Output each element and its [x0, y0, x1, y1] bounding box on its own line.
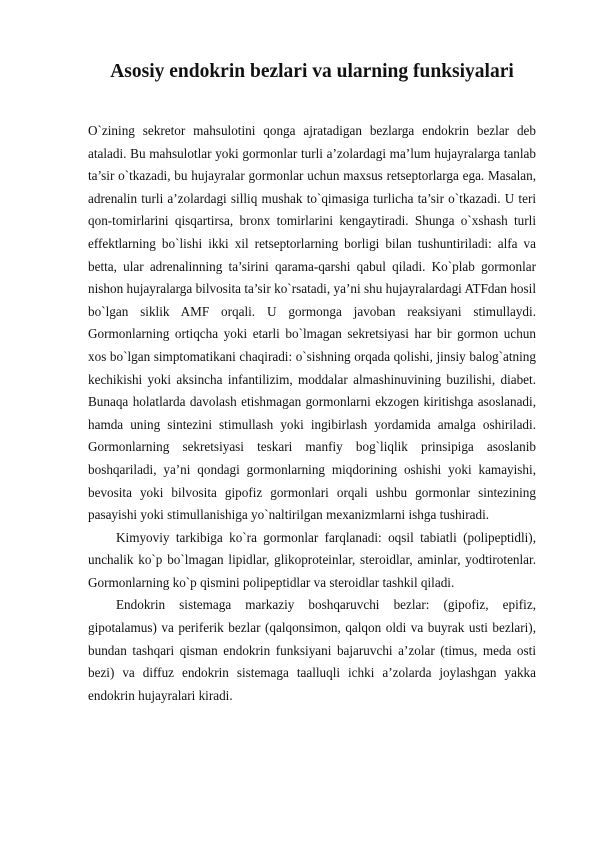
paragraph-2: Kimyoviy tarkibiga ko`ra gormonlar farqlanadi: oqsil tabiatli (polipeptidli), unchalik ko`p bo`lmagan lipidlar, glikoproteinlar, steroidlar, aminlar, yodtirotenlar. Gormonlarning ko`p qismini polipeptidlar va steroidlar tashkil qiladi.: [88, 529, 536, 590]
paragraph-1: O`zining sekretor mahsulotini qonga ajratadigan bezlarga endokrin bezlar deb ataladi. Bu mahsulotlar yoki gormonlar turli a’zolardagi ma’lum hujayralarga tanlab ta’sir o`tkazadi, bu hujayralar gormonlar uchun maxsus retseptorlarga ega. Masalan, adrenalin turli a’zolardagi silliq mushak to`qimasiga turlicha ta’sir o`tkazadi. U teri qon-tomirlarini qisqartirsa, bronx tomirlarini kengaytiradi. Shunga o`xshash turli effektlarning bo`lishi ikki xil retseptorlarning borligi bilan tushuntiriladi: alfa va betta, ular adrenalinning ta’sirini qarama-qarshi qabul qiladi. Ko`plab gormonlar nishon hujayralarga bilvosita ta’sir ko`rsatadi, ya’ni shu hujayralardagi ATFdan hosil bo`lgan siklik AMF orqali. U gormonga javoban reaksiyani stimullaydi. Gormonlarning ortiqcha yoki etarli bo`lmagan sekretsiyasi har bir gormon uchun xos bo`lgan simptomatikani chaqiradi: o`sishning orqada qolishi, jinsiy balog`atning kechikishi yoki aksincha infantilizim, moddalar almashinuvining buzilishi, diabet. Bunaqa holatlarda davolash etishmagan gormonlarni ekzogen kiritishga asoslanadi, hamda uning sintezini stimullash yoki ingibirlash yordamida amalga oshiriladi. Gormonlarning sekretsiyasi teskari manfiy bog`liqlik prinsipiga asoslanib boshqariladi, ya’ni qondagi gormonlarning miqdorining oshishi yoki kamayishi, bevosita yoki bilvosita gipofiz gormonlari orqali ushbu gormonlar sintezining pasayishi yoki stimullanishiga yo`naltirilgan mexanizmlarni ishga tushiradi.: [88, 123, 536, 523]
document-title: Asosiy endokrin bezlari va ularning funksiyalari: [110, 61, 514, 82]
paragraph-3: Endokrin sistemaga markaziy boshqaruvchi bezlar: (gipofiz, epifiz, gipotalamus) va periferik bezlar (qalqonsimon, qalqon oldi va buyrak usti bezlari), bundan tashqari qisman endokrin funksiyani bajaruvchi a’zolar (timus, meda osti bezi) va diffuz endokrin sistemaga taalluqli ichki a’zolarda joylashgan yakka endokrin hujayralari kiradi.: [88, 597, 536, 703]
document-body: [88, 120, 536, 707]
